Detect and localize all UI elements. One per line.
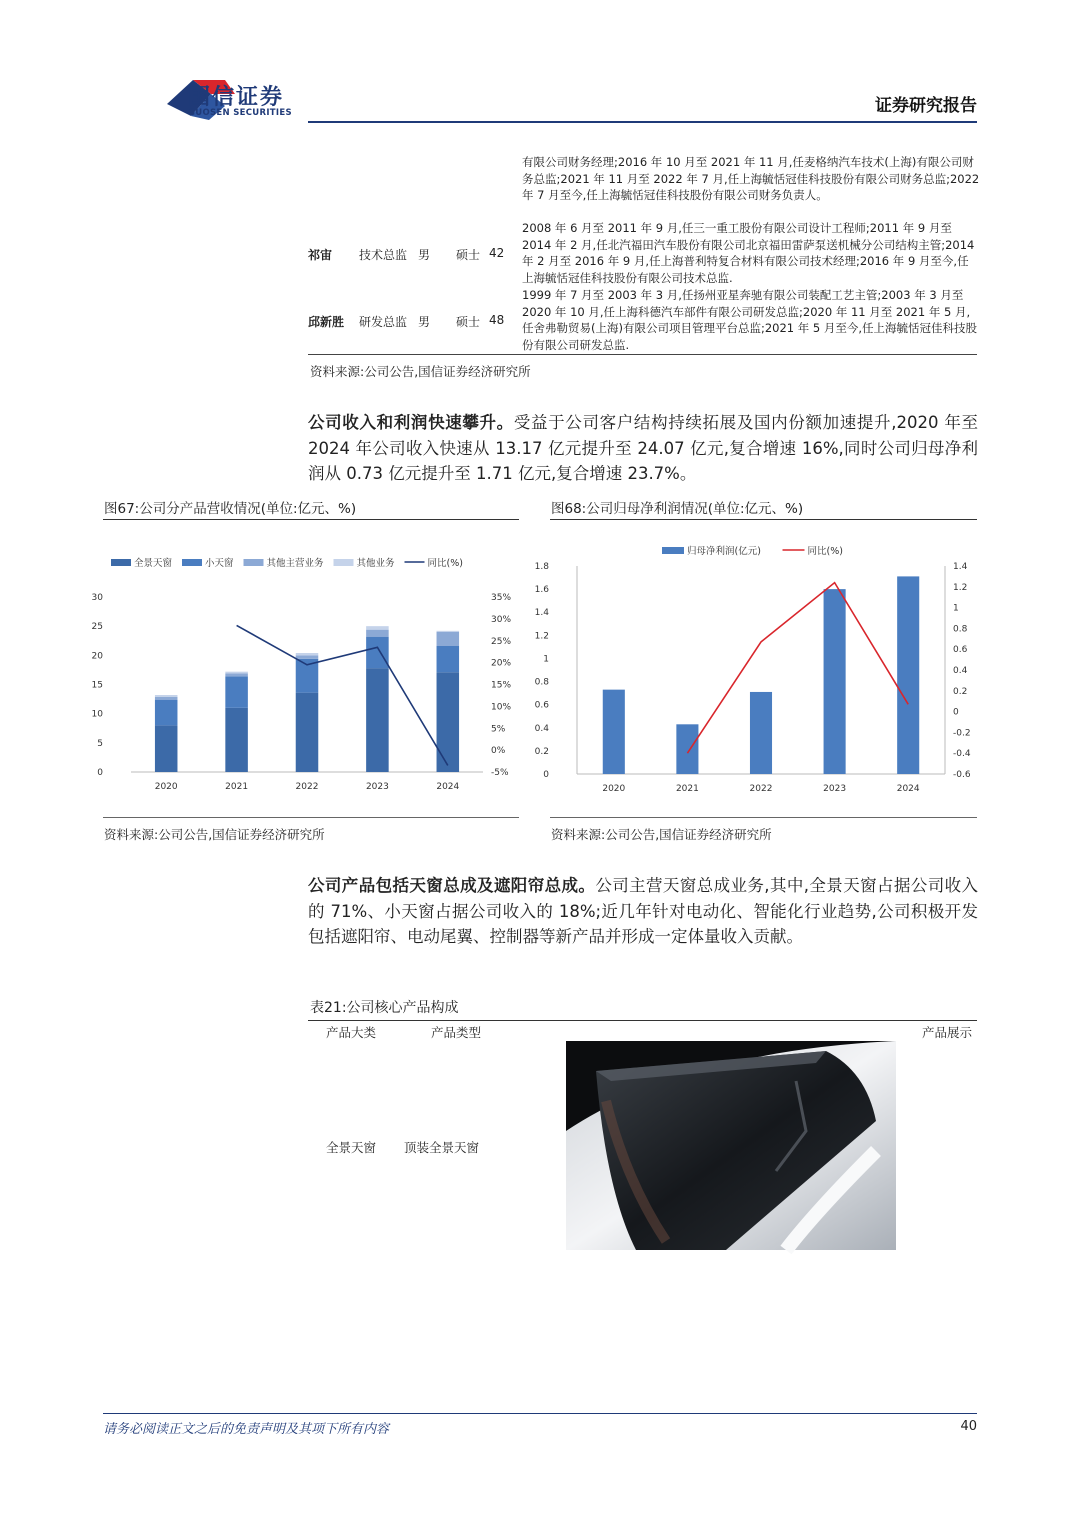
y-axis-tick-label: 25 (91, 622, 103, 633)
bar-归母净利润(亿元) (897, 576, 919, 774)
table-row-name: 邱新胜 (308, 315, 345, 329)
paragraph-products (308, 873, 978, 950)
bar-全景天窗 (296, 693, 319, 772)
table-cell-category: 全景天窗 (326, 1140, 377, 1155)
table-cell-type: 顶装全景天窗 (404, 1140, 480, 1155)
y-axis-tick-label: 0.8 (534, 677, 549, 688)
bar-小天窗 (155, 700, 178, 726)
x-axis-tick-label: 2021 (225, 782, 249, 792)
panoramic-sunroof-image (566, 1041, 896, 1250)
paragraph-body: 公司主营天窗总成业务,其中,全景天窗占据公司收入的 71%、小天窗占据公司收入的 18%;近几年针对电动化、智能化行业趋势,公司积极开发包括遮阳帘、电动尾翼、控制器等新产品并形成一定体量收入贡献。 (308, 876, 979, 946)
y2-axis-tick-label: -0.6 (953, 770, 971, 780)
table-header-category: 产品大类 (326, 1025, 377, 1040)
paragraph-body: 受益于公司客户结构持续拓展及国内份额加速提升,2020 年至 2024 年公司收入快速从 13.17 亿元提升至 24.07 亿元,复合增速 16%,同时公司归母净利润从 0.73 亿元提升至 1.71 亿元,复合增速 23.7%。 (308, 413, 979, 483)
table-header-type: 产品类型 (431, 1025, 482, 1040)
x-axis-tick-label: 2023 (365, 782, 389, 792)
table-row-title: 研发总监 (359, 315, 408, 329)
y2-axis-tick-label: 35% (491, 593, 512, 603)
bar-其他业务 (437, 631, 460, 632)
bar-其他主营业务 (296, 655, 319, 659)
legend-label: 其他主营业务 (266, 558, 324, 569)
y2-axis-tick-label: 1.2 (953, 582, 968, 593)
y2-axis-tick-label: 10% (491, 702, 512, 713)
table-21-title: 表21:公司核心产品构成 (310, 1000, 459, 1016)
bar-其他主营业务 (225, 673, 248, 676)
y-axis-tick-label: 20 (91, 651, 103, 662)
y2-axis-tick-label: 15% (491, 680, 512, 691)
y2-axis-tick-label: 0.8 (953, 624, 968, 635)
y-axis-tick-label: 1.8 (534, 562, 549, 572)
figure-68-bottom-rule (550, 817, 977, 818)
legend-label: 同比(%) (807, 546, 843, 557)
bar-归母净利润(亿元) (676, 724, 698, 774)
bar-归母净利润(亿元) (824, 589, 846, 774)
table-row-degree: 硕士 (456, 315, 481, 329)
x-axis-tick-label: 2024 (436, 782, 460, 792)
y2-axis-tick-label: -0.4 (953, 749, 971, 760)
bar-其他主营业务 (366, 630, 389, 637)
table-row-name: 祁宙 (308, 248, 333, 262)
bar-小天窗 (225, 676, 248, 708)
table-row-bio: 2008 年 6 月至 2011 年 9 月,任三一重工股份有限公司设计工程师;2011 年 9 月至 2014 年 2 月,任北汽福田汽车股份有限公司北京福田雷萨泵送机械分公司结构主管;2014 年 2 月至 2016 年 9 月,任上海普利特复合材料有限公司技术经理;2016 年 9 月至今,任上海毓恬冠佳科技股份有限公司技术总监. (522, 221, 975, 285)
table-row-age: 48 (489, 313, 505, 327)
legend-label: 同比(%) (427, 558, 463, 569)
bar-小天窗 (366, 637, 389, 668)
table-row-title: 技术总监 (359, 248, 408, 262)
y2-axis-tick-label: 1 (953, 603, 959, 614)
y-axis-tick-label: 1.4 (534, 608, 549, 619)
figure-68-title: 图68:公司归母净利润情况(单位:亿元、%) (551, 501, 804, 517)
x-axis-tick-label: 2023 (823, 784, 847, 794)
line-series (687, 583, 908, 754)
y2-axis-tick-label: -0.2 (953, 728, 971, 739)
legend-label: 小天窗 (205, 558, 234, 569)
figure-67-title: 图67:公司分产品营收情况(单位:亿元、%) (104, 501, 357, 517)
brand-name-en: GUOSEN SECURITIES (188, 108, 292, 118)
table-row-age: 42 (489, 246, 505, 260)
bar-其他业务 (155, 695, 178, 697)
legend-swatch (182, 559, 202, 566)
line-series (237, 625, 448, 765)
figure-67-source: 资料来源:公司公告,国信证券经济研究所 (104, 827, 325, 842)
y-axis-tick-label: 1.2 (534, 631, 549, 642)
table-bottom-rule (308, 354, 977, 355)
table-row-degree: 硕士 (456, 248, 481, 262)
bar-小天窗 (437, 646, 460, 672)
legend-label: 其他业务 (356, 558, 395, 569)
y-axis-tick-label: 0 (97, 768, 103, 778)
bar-全景天窗 (155, 725, 178, 772)
y2-axis-tick-label: 0 (953, 707, 959, 718)
y-axis-tick-label: 15 (91, 680, 103, 691)
y2-axis-tick-label: 0.6 (953, 645, 968, 656)
y2-axis-tick-label: 5% (491, 724, 506, 735)
legend-swatch (334, 559, 354, 566)
x-axis-tick-label: 2024 (896, 784, 920, 794)
y2-axis-tick-label: 0% (491, 746, 506, 757)
y-axis-tick-label: 30 (91, 593, 103, 603)
page-number: 40 (960, 1419, 977, 1434)
table-row-bio: 1999 年 7 月至 2003 年 3 月,任扬州亚星奔驰有限公司装配工艺主管;2003 年 3 月至 2020 年 10 月,任上海科德汽车部件有限公司研发总监;2020 年 11 月至 2021 年 5 月,任舍弗勒贸易(上海)有限公司项目管理平台总监;2021 年 5 月至今,任上海毓恬冠佳科技股份有限公司研发总监. (522, 288, 978, 352)
y-axis-tick-label: 0.2 (534, 746, 549, 757)
table-header-display: 产品展示 (922, 1025, 973, 1040)
table-row-prev-bio: 有限公司财务经理;2016 年 10 月至 2021 年 11 月,任麦格纳汽车技术(上海)有限公司财务总监;2021 年 11 月至 2022 年 7 月,任上海毓恬冠佳科技股份有限公司财务总监;2022 年 7 月至今,任上海毓恬冠佳科技股份有限公司财务负责人。 (522, 155, 980, 203)
y-axis-tick-label: 10 (91, 709, 103, 720)
y2-axis-tick-label: 30% (491, 614, 512, 625)
bar-归母净利润(亿元) (603, 690, 625, 774)
figure-68-source: 资料来源:公司公告,国信证券经济研究所 (551, 827, 772, 842)
brand-name-cn: 国信证券 (188, 85, 285, 110)
bar-其他业务 (366, 626, 389, 630)
x-axis-tick-label: 2020 (154, 782, 178, 792)
x-axis-tick-label: 2022 (295, 782, 319, 792)
header-divider (308, 121, 977, 123)
y-axis-tick-label: 1.6 (534, 585, 549, 596)
legend-swatch (111, 559, 131, 566)
figure-68-top-rule (550, 519, 977, 520)
y-axis-tick-label: 0.4 (534, 723, 549, 734)
y-axis-tick-label: 1 (543, 654, 549, 665)
paragraph-revenue-profit (308, 410, 978, 487)
figure-67-bottom-rule (103, 817, 519, 818)
footer-disclaimer: 请务必阅读正文之后的免责声明及其项下所有内容 (103, 1422, 390, 1437)
report-type: 证券研究报告 (875, 96, 977, 116)
legend-swatch (244, 559, 264, 566)
y2-axis-tick-label: 0.4 (953, 666, 968, 676)
legend-swatch (662, 547, 684, 554)
x-axis-tick-label: 2020 (602, 784, 626, 794)
table-row-gender: 男 (418, 248, 431, 262)
bar-全景天窗 (225, 708, 248, 772)
y2-axis-tick-label: 0.2 (953, 686, 968, 697)
table-row-gender: 男 (418, 315, 431, 329)
legend-label: 全景天窗 (134, 558, 173, 569)
figure-67-top-rule (103, 519, 519, 520)
paragraph-lead: 公司收入和利润快速攀升。 (308, 413, 514, 432)
table-source: 资料来源:公司公告,国信证券经济研究所 (310, 364, 531, 379)
bar-全景天窗 (366, 668, 389, 772)
y2-axis-tick-label: -5% (491, 768, 509, 778)
bar-归母净利润(亿元) (750, 692, 772, 774)
y2-axis-tick-label: 20% (491, 658, 512, 669)
y-axis-tick-label: 0 (543, 770, 549, 780)
table-21-top-rule (308, 1020, 977, 1021)
y-axis-tick-label: 0.6 (534, 700, 549, 711)
figure-67-chart (91, 530, 519, 800)
x-axis-tick-label: 2022 (749, 784, 773, 794)
bar-其他业务 (225, 672, 248, 674)
y2-axis-tick-label: 1.4 (953, 562, 968, 572)
y-axis-tick-label: 5 (97, 738, 103, 749)
x-axis-tick-label: 2021 (675, 784, 699, 794)
figure-68-chart (534, 530, 977, 805)
bar-其他主营业务 (437, 632, 460, 646)
legend-label: 归母净利润(亿元) (687, 546, 761, 557)
bar-其他业务 (296, 653, 319, 655)
footer-divider (103, 1413, 977, 1414)
paragraph-lead: 公司产品包括天窗总成及遮阳帘总成。 (308, 876, 596, 895)
bar-全景天窗 (437, 672, 460, 772)
bar-其他主营业务 (155, 697, 178, 700)
y2-axis-tick-label: 25% (491, 636, 512, 647)
